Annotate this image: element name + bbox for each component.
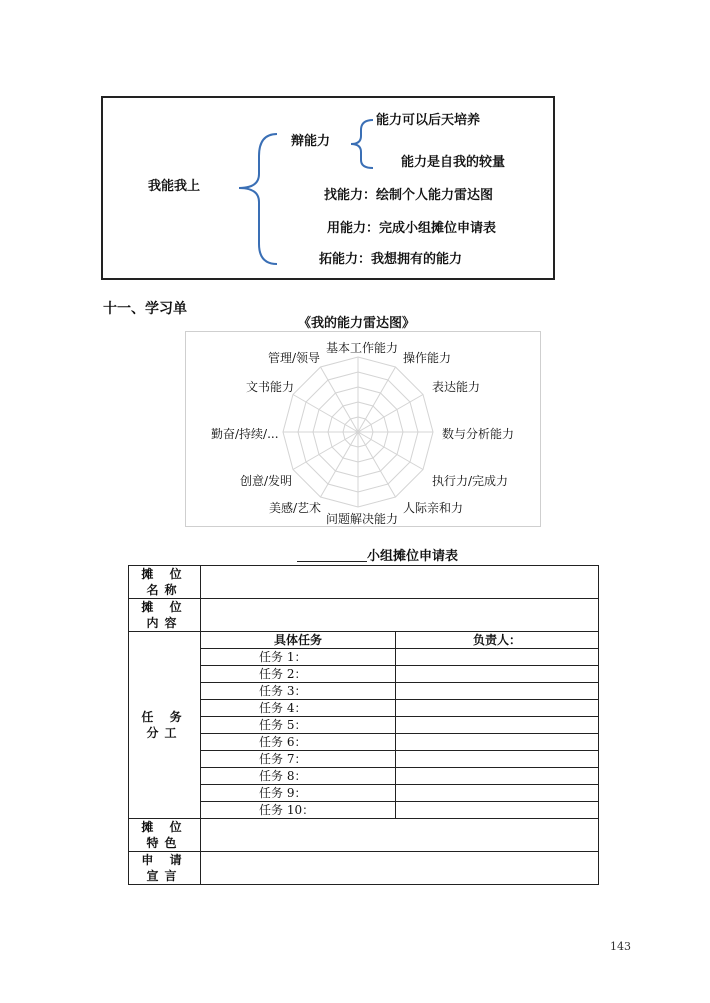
- declaration-label: 申 请 宣言: [129, 852, 201, 885]
- form-title: 小组摊位申请表: [367, 549, 459, 564]
- task-label: 任务 7：: [201, 751, 396, 768]
- task-label: 任务 2：: [201, 666, 396, 683]
- stall-content-label: 摊 位 内容: [129, 599, 201, 632]
- column-header-task: 具体任务: [201, 632, 396, 649]
- radar-label-diligence: 勤奋/持续/...: [211, 427, 279, 441]
- owner-field[interactable]: [396, 785, 599, 802]
- owner-field[interactable]: [396, 649, 599, 666]
- task-label: 任务 6：: [201, 734, 396, 751]
- owner-field[interactable]: [396, 700, 599, 717]
- big-brace: [239, 134, 277, 264]
- radar-label-operation: 操作能力: [403, 351, 452, 365]
- table-row-stall-name: [129, 566, 599, 599]
- radar-label-affinity: 人际亲和力: [403, 501, 464, 515]
- mindmap-root: 我能我上: [148, 179, 201, 194]
- owner-field[interactable]: [396, 666, 599, 683]
- radar-label-creativity: 创意/发明: [240, 474, 293, 488]
- declaration-field[interactable]: [201, 852, 599, 885]
- task-label: 任务 9：: [201, 785, 396, 802]
- radar-label-basic-work: 基本工作能力: [326, 341, 399, 355]
- task-label: 任务 3：: [201, 683, 396, 700]
- stall-name-label: 摊 位 名称: [129, 566, 201, 599]
- table-row-stall-feature: [129, 819, 599, 852]
- radar-label-problem-solving: 问题解决能力: [326, 512, 399, 526]
- column-header-owner: 负责人：: [396, 632, 599, 649]
- mindmap-branch-2: 找能力：绘制个人能力雷达图: [324, 188, 494, 203]
- mindmap-branch-3: 用能力：完成小组摊位申请表: [327, 221, 497, 236]
- radar-title: 《我的能力雷达图》: [298, 316, 416, 331]
- form-title-blank[interactable]: [297, 561, 367, 562]
- stall-content-field[interactable]: [201, 599, 599, 632]
- owner-field[interactable]: [396, 734, 599, 751]
- mindmap-branch-4: 拓能力：我想拥有的能力: [319, 252, 463, 267]
- task-division-label: 任 务 分工: [129, 632, 201, 819]
- table-row-stall-content: [129, 599, 599, 632]
- stall-feature-label: 摊 位 特色: [129, 819, 201, 852]
- task-label: 任务 10：: [201, 802, 396, 819]
- owner-field[interactable]: [396, 717, 599, 734]
- owner-field[interactable]: [396, 751, 599, 768]
- stall-name-field[interactable]: [201, 566, 599, 599]
- section-title: 十一、学习单: [103, 301, 187, 317]
- table-row-task-header: [129, 632, 599, 649]
- stall-application-table: [128, 565, 599, 885]
- task-label: 任务 1：: [201, 649, 396, 666]
- task-label: 任务 5：: [201, 717, 396, 734]
- radar-label-execution: 执行力/完成力: [432, 474, 509, 488]
- small-brace: [351, 120, 373, 168]
- mindmap-branch-1: 辩能力: [291, 134, 331, 149]
- table-row-declaration: [129, 852, 599, 885]
- stall-feature-field[interactable]: [201, 819, 599, 852]
- owner-field[interactable]: [396, 683, 599, 700]
- task-label: 任务 4：: [201, 700, 396, 717]
- radar-label-management: 管理/领导: [268, 351, 321, 365]
- radar-label-clerical: 文书能力: [246, 380, 295, 394]
- owner-field[interactable]: [396, 768, 599, 785]
- radar-label-art: 美感/艺术: [269, 501, 322, 515]
- page-number: 143: [610, 940, 631, 953]
- mindmap-sub-1: 能力可以后天培养: [376, 113, 481, 128]
- mindmap-sub-2: 能力是自我的较量: [401, 155, 506, 170]
- radar-label-expression: 表达能力: [432, 380, 481, 394]
- owner-field[interactable]: [396, 802, 599, 819]
- radar-grid: [283, 357, 433, 507]
- radar-label-analysis: 数与分析能力: [442, 427, 515, 441]
- task-label: 任务 8：: [201, 768, 396, 785]
